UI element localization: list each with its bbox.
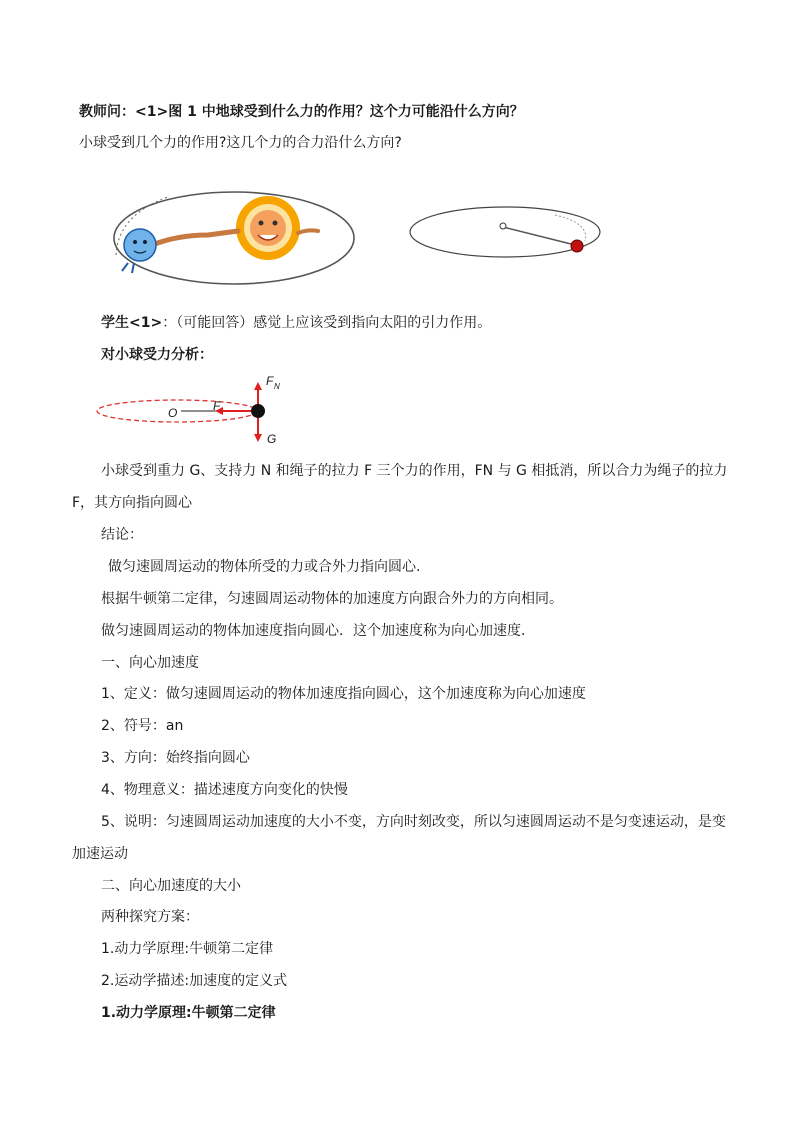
- analysis-paragraph-line2: F，其方向指向圆心: [72, 495, 193, 511]
- item-definition: 1、定义：做匀速圆周运动的物体加速度指向圆心，这个加速度称为向心加速度: [101, 686, 586, 702]
- section-2-title: 二、向心加速度的大小: [101, 878, 241, 894]
- conclusion-text: 做匀速圆周运动的物体所受的力或合外力指向圆心.: [108, 559, 421, 575]
- conclusion-label: 结论：: [101, 527, 143, 543]
- centripetal-text: 做匀速圆周运动的物体加速度指向圆心．这个加速度称为向心加速度．: [101, 623, 535, 639]
- section-1-title: 一、向心加速度: [101, 655, 199, 671]
- teacher-question-text: ：<1>图 1 中地球受到什么力的作用？这个力可能沿什么方向？: [121, 104, 524, 120]
- ball: [251, 404, 265, 418]
- teacher-question: [79, 103, 524, 121]
- final-heading: 1.动力学原理:牛顿第二定律: [101, 1005, 276, 1021]
- ball-question: 小球受到几个力的作用?这几个力的合力沿什么方向?: [79, 135, 402, 151]
- item-meaning: 4、物理意义：描述速度方向变化的快慢: [101, 782, 348, 798]
- teacher-label: 教师问: [79, 104, 121, 120]
- analysis-paragraph-line1: 小球受到重力 G、支持力 N 和绳子的拉力 F 三个力的作用，FN 与 G 相抵消，所以合力为绳子的拉力: [101, 463, 728, 479]
- item-explanation-line2: 加速运动: [72, 846, 128, 862]
- earth-sun-illustration: [108, 185, 358, 285]
- item-explanation-line1: 5、说明：匀速圆周运动加速度的大小不变，方向时刻改变，所以匀速圆周运动不是匀变速运动，是变: [101, 814, 726, 830]
- newton-law-text: 根据牛顿第二定律，匀速圆周运动物体的加速度方向跟合外力的方向相同。: [101, 591, 563, 607]
- label-g: G: [267, 432, 277, 446]
- student-label: 学生<1>: [101, 315, 163, 331]
- analysis-title: 对小球受力分析：: [101, 347, 213, 363]
- item-symbol: 2、符号：an: [101, 718, 184, 734]
- plan-kinematics: 2.运动学描述:加速度的定义式: [101, 973, 288, 989]
- plans-title: 两种探究方案：: [101, 909, 199, 925]
- label-o: O: [168, 406, 178, 420]
- student-answer-text: ：（可能回答）感觉上应该受到指向太阳的引力作用。: [162, 315, 492, 331]
- label-fn: F: [266, 374, 274, 388]
- label-fn-sub: N: [274, 382, 280, 391]
- plan-dynamics: 1.动力学原理:牛顿第二定律: [101, 941, 274, 957]
- sun-icon: [236, 196, 300, 260]
- student-answer: [101, 314, 491, 332]
- ball-on-string-illustration: [405, 205, 615, 265]
- label-f: F: [213, 399, 221, 413]
- force-diagram: [95, 372, 295, 452]
- item-direction: 3、方向：始终指向圆心: [101, 750, 250, 766]
